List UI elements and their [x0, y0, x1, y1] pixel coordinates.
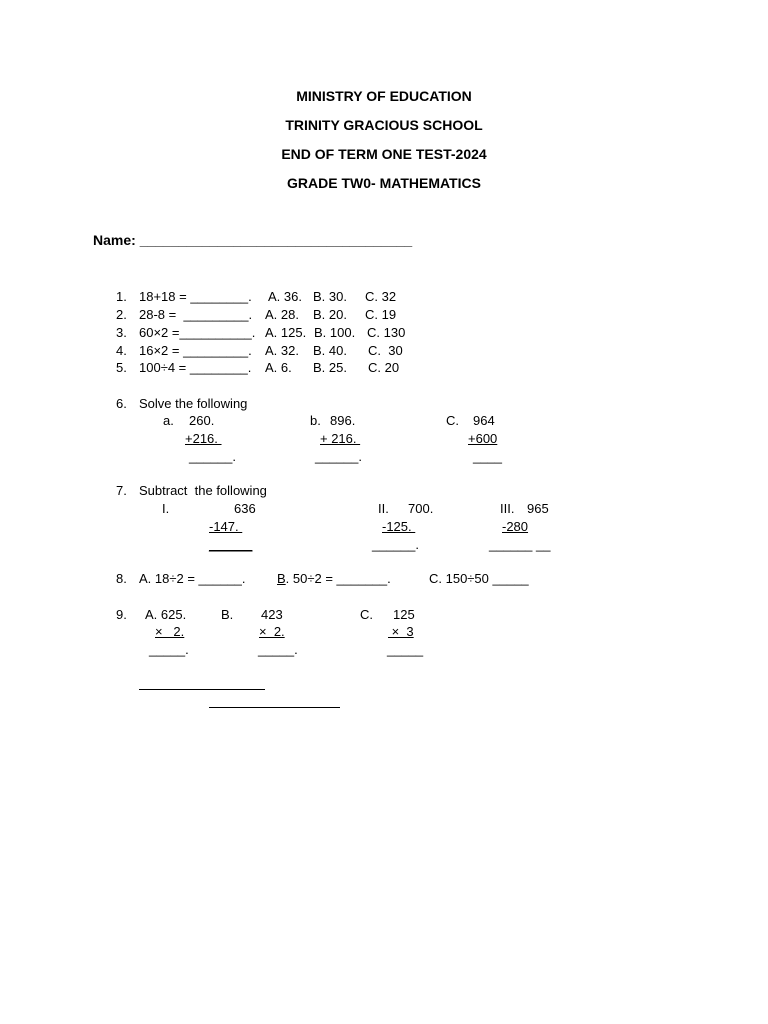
answer-blank[interactable]: _____.	[258, 642, 298, 657]
operand: × 2.	[155, 624, 185, 639]
top-number: 636	[234, 501, 256, 516]
question-number: 4.	[116, 343, 127, 358]
answer-blank[interactable]: _____	[387, 642, 424, 657]
part-label: I.	[162, 501, 170, 516]
question-number: 2.	[116, 307, 127, 322]
signature-line	[139, 689, 265, 690]
operand: -125.	[382, 519, 416, 534]
part-label: III.	[500, 501, 515, 516]
option-b[interactable]: B. 100.	[314, 325, 356, 340]
question-expression[interactable]: 18+18 = ________.	[139, 289, 252, 304]
answer-blank[interactable]: _____.	[149, 642, 189, 657]
part-b[interactable]	[277, 571, 391, 587]
operand: -147.	[209, 519, 243, 534]
option-a[interactable]: A. 32.	[265, 343, 299, 358]
top-number: 965	[527, 501, 549, 516]
question-number: 3.	[116, 325, 127, 340]
top-number: 260.	[189, 413, 215, 428]
option-c[interactable]: C. 30	[368, 343, 403, 358]
question-expression[interactable]: 16×2 = _________.	[139, 343, 252, 358]
question-expression[interactable]: 28-8 = _________.	[139, 307, 253, 322]
question-expression[interactable]: 100÷4 = ________.	[139, 360, 252, 375]
option-a[interactable]: A. 28.	[265, 307, 299, 322]
top-number: 700.	[408, 501, 434, 516]
answer-blank[interactable]: ____	[473, 449, 502, 464]
operand: × 2.	[259, 624, 285, 639]
answer-blank[interactable]: ______	[209, 537, 253, 552]
answer-blank[interactable]: ______.	[372, 537, 419, 552]
operand: × 3	[388, 624, 414, 639]
school-title: TRINITY GRACIOUS SCHOOL	[285, 117, 483, 133]
subject-title: GRADE TW0- MATHEMATICS	[287, 175, 481, 191]
top-number: 964	[473, 413, 495, 428]
option-c[interactable]: C. 130	[367, 325, 406, 340]
option-b[interactable]: B. 30.	[313, 289, 347, 304]
question-number: 1.	[116, 289, 127, 304]
option-a[interactable]: A. 36.	[268, 289, 302, 304]
question-title: Solve the following	[139, 396, 248, 411]
part-b-text: . 50÷2 = _______.	[285, 571, 391, 586]
part-label: a.	[163, 413, 174, 428]
part-label: C.	[446, 413, 459, 428]
top-number: 896.	[330, 413, 356, 428]
test-title: END OF TERM ONE TEST-2024	[281, 146, 487, 162]
signature-line	[209, 707, 340, 708]
question-title: Subtract the following	[139, 483, 267, 498]
part-label: b.	[310, 413, 321, 428]
name-label: Name:	[93, 232, 140, 248]
option-a[interactable]: A. 6.	[265, 360, 292, 375]
operand: +600	[468, 431, 498, 446]
option-c[interactable]: C. 19	[365, 307, 397, 322]
operand: + 216.	[320, 431, 361, 446]
part-label: B.	[221, 607, 234, 622]
question-number: 9.	[116, 607, 127, 622]
answer-blank[interactable]: ______ __	[489, 537, 551, 552]
part-c[interactable]: C. 150÷50 _____	[429, 571, 529, 586]
question-number: 5.	[116, 360, 127, 375]
top-number: 423	[261, 607, 283, 622]
operand: -280	[502, 519, 529, 534]
part-a[interactable]: A. 18÷2 = ______.	[139, 571, 246, 586]
name-field	[93, 231, 412, 249]
name-blank[interactable]: ___________________________________	[139, 232, 413, 248]
question-number: 7.	[116, 483, 127, 498]
question-number: 8.	[116, 571, 127, 586]
part-label: A. 625.	[145, 607, 187, 622]
operand: +216.	[185, 431, 222, 446]
answer-blank[interactable]: ______.	[315, 449, 362, 464]
part-b-letter: B	[277, 571, 286, 586]
ministry-title: MINISTRY OF EDUCATION	[296, 88, 472, 104]
option-b[interactable]: B. 20.	[313, 307, 347, 322]
answer-blank[interactable]: ______.	[189, 449, 236, 464]
option-a[interactable]: A. 125.	[265, 325, 307, 340]
top-number: 125	[393, 607, 415, 622]
part-label: C.	[360, 607, 373, 622]
question-expression[interactable]: 60×2 =__________.	[139, 325, 256, 340]
option-b[interactable]: B. 25.	[313, 360, 347, 375]
part-label: II.	[378, 501, 389, 516]
option-b[interactable]: B. 40.	[313, 343, 347, 358]
option-c[interactable]: C. 32	[365, 289, 397, 304]
question-number: 6.	[116, 396, 127, 411]
option-c[interactable]: C. 20	[368, 360, 400, 375]
